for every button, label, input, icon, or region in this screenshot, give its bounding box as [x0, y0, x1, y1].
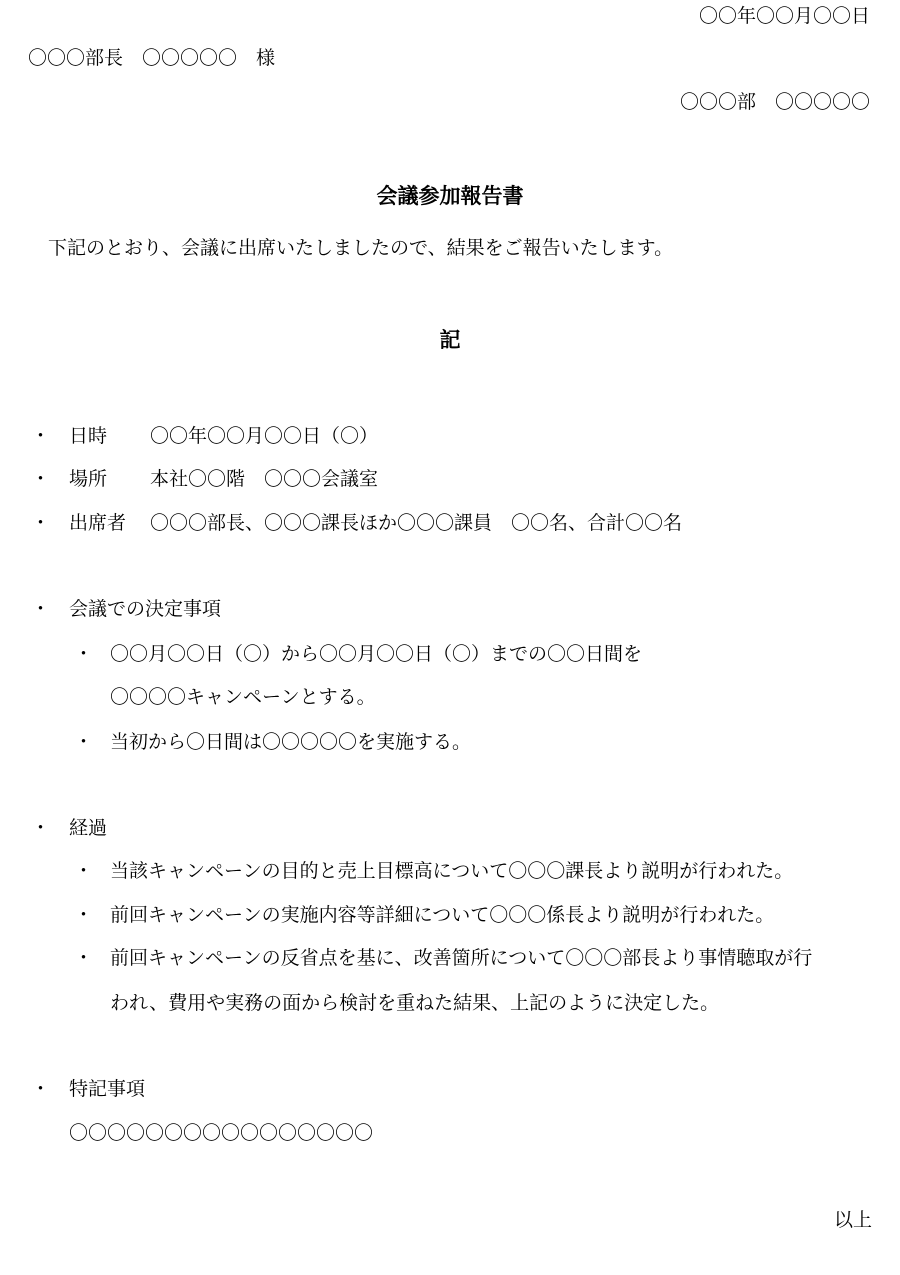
recipient-line: 〇〇〇部長 〇〇〇〇〇 様	[28, 47, 276, 69]
detail-value: 本社〇〇階 〇〇〇会議室	[150, 468, 379, 490]
bullet-mark: ・	[31, 817, 51, 839]
bullet-mark: ・	[31, 1078, 51, 1100]
bullet-mark: ・	[74, 947, 94, 969]
detail-value: 〇〇年〇〇月〇〇日（〇）	[150, 425, 379, 447]
bullet-mark: ・	[31, 598, 51, 620]
document-date: 〇〇年〇〇月〇〇日	[698, 5, 870, 27]
intro-paragraph: 下記のとおり、会議に出席いたしましたので、結果をご報告いたします。	[48, 237, 674, 259]
bullet-mark: ・	[31, 425, 51, 447]
section-heading: 経過	[69, 817, 108, 839]
bullet-mark: ・	[74, 731, 94, 753]
detail-label: 出席者	[69, 512, 127, 534]
detail-label: 場所	[69, 468, 108, 490]
bullet-mark: ・	[31, 468, 51, 490]
list-item: 前回キャンペーンの反省点を基に、改善箇所について〇〇〇部長より事情聴取が行	[110, 947, 813, 969]
document-title: 会議参加報告書	[376, 183, 524, 208]
list-item-continued: われ、費用や実務の面から検討を重ねた結果、上記のように決定した。	[110, 992, 720, 1014]
detail-label: 日時	[69, 425, 108, 447]
list-item-continued: 〇〇〇〇キャンペーンとする。	[110, 686, 376, 708]
list-item: 〇〇月〇〇日（〇）から〇〇月〇〇日（〇）までの〇〇日間を	[110, 643, 643, 665]
list-item: 当該キャンペーンの目的と売上目標高について〇〇〇課長より説明が行われた。	[110, 860, 794, 882]
bullet-mark: ・	[74, 643, 94, 665]
list-item: 当初から〇日間は〇〇〇〇〇を実施する。	[110, 731, 472, 753]
notes-text: 〇〇〇〇〇〇〇〇〇〇〇〇〇〇〇〇	[69, 1122, 374, 1144]
sender-line: 〇〇〇部 〇〇〇〇〇	[679, 91, 870, 113]
ki-heading: 記	[439, 327, 461, 352]
bullet-mark: ・	[31, 512, 51, 534]
closing-mark: 以上	[833, 1209, 872, 1231]
section-heading: 特記事項	[69, 1078, 146, 1100]
detail-value: 〇〇〇部長、〇〇〇課長ほか〇〇〇課員 〇〇名、合計〇〇名	[150, 512, 683, 534]
list-item: 前回キャンペーンの実施内容等詳細について〇〇〇係長より説明が行われた。	[110, 904, 775, 926]
bullet-mark: ・	[74, 904, 94, 926]
section-heading: 会議での決定事項	[69, 598, 222, 620]
bullet-mark: ・	[74, 860, 94, 882]
